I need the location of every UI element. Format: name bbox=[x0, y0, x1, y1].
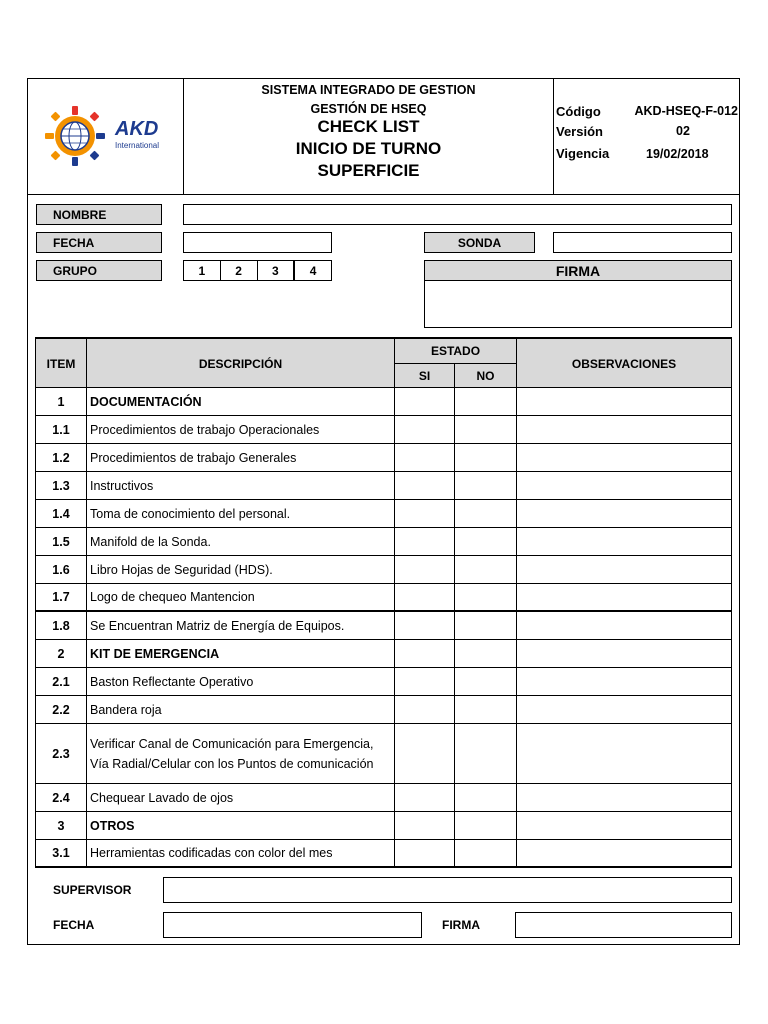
row-si-cell[interactable] bbox=[395, 696, 455, 723]
row-item-number: 2.4 bbox=[36, 784, 87, 811]
no-header: NO bbox=[455, 364, 517, 388]
meta-cell bbox=[554, 78, 740, 194]
row-description: Baston Reflectante Operativo bbox=[87, 668, 395, 695]
row-item-number: 2.2 bbox=[36, 696, 87, 723]
row-observaciones-cell[interactable] bbox=[517, 444, 731, 471]
row-si-cell[interactable] bbox=[395, 612, 455, 639]
table-row bbox=[35, 612, 732, 640]
version-value: 02 bbox=[676, 124, 690, 138]
row-si-cell[interactable] bbox=[395, 784, 455, 811]
si-header: SI bbox=[395, 364, 455, 388]
row-observaciones-cell[interactable] bbox=[517, 388, 731, 415]
vigencia-label: Vigencia bbox=[556, 146, 610, 161]
row-observaciones-cell[interactable] bbox=[517, 416, 731, 443]
footer-firma-field[interactable] bbox=[515, 912, 732, 938]
table-row bbox=[35, 444, 732, 472]
system-title: SISTEMA INTEGRADO DE GESTION bbox=[261, 83, 476, 97]
row-description: Se Encuentran Matriz de Energía de Equipos. bbox=[87, 612, 395, 639]
row-no-cell[interactable] bbox=[455, 640, 517, 667]
nombre-field[interactable] bbox=[183, 204, 732, 225]
table-row bbox=[35, 556, 732, 584]
row-si-cell[interactable] bbox=[395, 416, 455, 443]
logo-subtext: International bbox=[115, 141, 160, 150]
row-observaciones-cell[interactable] bbox=[517, 696, 731, 723]
row-description: Procedimientos de trabajo Generales bbox=[87, 444, 395, 471]
title-cell bbox=[184, 78, 554, 194]
row-item-number: 1.8 bbox=[36, 612, 87, 639]
row-observaciones-cell[interactable] bbox=[517, 668, 731, 695]
firma-box[interactable] bbox=[424, 280, 732, 328]
grupo-option-2[interactable]: 2 bbox=[221, 261, 258, 280]
row-item-number: 1 bbox=[36, 388, 87, 415]
footer-fecha-field[interactable] bbox=[163, 912, 422, 938]
table-row bbox=[35, 472, 732, 500]
row-si-cell[interactable] bbox=[395, 724, 455, 783]
row-no-cell[interactable] bbox=[455, 500, 517, 527]
logo-cell bbox=[27, 78, 184, 194]
row-no-cell[interactable] bbox=[455, 416, 517, 443]
row-description: Logo de chequeo Mantencion bbox=[87, 584, 395, 610]
row-no-cell[interactable] bbox=[455, 388, 517, 415]
row-no-cell[interactable] bbox=[455, 696, 517, 723]
row-no-cell[interactable] bbox=[455, 812, 517, 839]
vigencia-value: 19/02/2018 bbox=[646, 147, 709, 161]
row-si-cell[interactable] bbox=[395, 556, 455, 583]
row-si-cell[interactable] bbox=[395, 812, 455, 839]
row-observaciones-cell[interactable] bbox=[517, 784, 731, 811]
row-si-cell[interactable] bbox=[395, 668, 455, 695]
row-no-cell[interactable] bbox=[455, 840, 517, 866]
row-si-cell[interactable] bbox=[395, 500, 455, 527]
doc-title-line3: SUPERFICIE bbox=[317, 161, 420, 180]
row-item-number: 2.3 bbox=[36, 724, 87, 783]
row-item-number: 1.6 bbox=[36, 556, 87, 583]
table-row bbox=[35, 696, 732, 724]
row-no-cell[interactable] bbox=[455, 668, 517, 695]
table-row bbox=[35, 528, 732, 556]
header bbox=[27, 78, 740, 195]
row-description: Chequear Lavado de ojos bbox=[87, 784, 395, 811]
row-si-cell[interactable] bbox=[395, 528, 455, 555]
doc-title-line1: CHECK LIST bbox=[317, 117, 420, 136]
grupo-option-4[interactable]: 4 bbox=[309, 263, 317, 278]
row-description: Procedimientos de trabajo Operacionales bbox=[87, 416, 395, 443]
sonda-label: SONDA bbox=[424, 232, 535, 253]
row-no-cell[interactable] bbox=[455, 612, 517, 639]
row-description: Manifold de la Sonda. bbox=[87, 528, 395, 555]
grupo-option-3[interactable]: 3 bbox=[258, 261, 296, 280]
row-observaciones-cell[interactable] bbox=[517, 500, 731, 527]
nombre-label: NOMBRE bbox=[36, 204, 162, 225]
row-item-number: 3.1 bbox=[36, 840, 87, 866]
fecha-field[interactable] bbox=[183, 232, 332, 253]
row-item-number: 1.5 bbox=[36, 528, 87, 555]
row-si-cell[interactable] bbox=[395, 584, 455, 610]
row-description: KIT DE EMERGENCIA bbox=[87, 640, 395, 667]
supervisor-label: SUPERVISOR bbox=[53, 883, 132, 897]
row-no-cell[interactable] bbox=[455, 444, 517, 471]
grupo-selector bbox=[183, 260, 332, 281]
row-description: Verificar Canal de Comunicación para Emergencia, Vía Radial/Celular con los Puntos de comunicación bbox=[87, 724, 395, 783]
row-observaciones-cell[interactable] bbox=[517, 840, 731, 866]
row-si-cell[interactable] bbox=[395, 388, 455, 415]
estado-header: ESTADO bbox=[395, 339, 517, 364]
section-row bbox=[35, 388, 732, 416]
row-description: DOCUMENTACIÓN bbox=[87, 388, 395, 415]
table-header bbox=[35, 337, 732, 388]
doc-title-line2: INICIO DE TURNO bbox=[295, 139, 442, 158]
sonda-field[interactable] bbox=[553, 232, 732, 253]
row-no-cell[interactable] bbox=[455, 556, 517, 583]
table-row bbox=[35, 724, 732, 784]
subtitle: GESTIÓN DE HSEQ bbox=[310, 102, 427, 116]
footer-firma-label: FIRMA bbox=[442, 918, 480, 932]
row-no-cell[interactable] bbox=[455, 472, 517, 499]
row-no-cell[interactable] bbox=[455, 584, 517, 610]
row-observaciones-cell[interactable] bbox=[517, 640, 731, 667]
logo-text: AKD bbox=[115, 118, 159, 140]
table-row bbox=[35, 668, 732, 696]
fecha-label: FECHA bbox=[36, 232, 162, 253]
table-row bbox=[35, 500, 732, 528]
obs-header: OBSERVACIONES bbox=[571, 356, 677, 371]
row-observaciones-cell[interactable] bbox=[517, 724, 731, 783]
akd-logo-icon bbox=[43, 104, 107, 168]
row-observaciones-cell[interactable] bbox=[517, 812, 731, 839]
row-description: Libro Hojas de Seguridad (HDS). bbox=[87, 556, 395, 583]
row-observaciones-cell[interactable] bbox=[517, 584, 731, 610]
supervisor-field[interactable] bbox=[163, 877, 732, 903]
row-si-cell[interactable] bbox=[395, 840, 455, 866]
table-row bbox=[35, 840, 732, 868]
row-description: Herramientas codificadas con color del mes bbox=[87, 840, 395, 866]
codigo-label: Código bbox=[556, 104, 601, 119]
codigo-value: AKD-HSEQ-F-012 bbox=[634, 104, 738, 118]
row-item-number: 1.2 bbox=[36, 444, 87, 471]
table-row bbox=[35, 784, 732, 812]
row-observaciones-cell[interactable] bbox=[517, 612, 731, 639]
row-si-cell[interactable] bbox=[395, 472, 455, 499]
row-item-number: 2.1 bbox=[36, 668, 87, 695]
version-label: Versión bbox=[556, 124, 603, 139]
item-header: ITEM bbox=[36, 339, 87, 388]
footer-fecha-label: FECHA bbox=[53, 918, 95, 932]
grupo-option-1[interactable]: 1 bbox=[184, 261, 221, 280]
firma-header: FIRMA bbox=[424, 260, 732, 281]
row-item-number: 1.4 bbox=[36, 500, 87, 527]
row-item-number: 2 bbox=[36, 640, 87, 667]
row-item-number: 1.1 bbox=[36, 416, 87, 443]
row-si-cell[interactable] bbox=[395, 640, 455, 667]
row-description: Toma de conocimiento del personal. bbox=[87, 500, 395, 527]
row-item-number: 1.7 bbox=[36, 584, 87, 610]
row-no-cell[interactable] bbox=[455, 784, 517, 811]
row-description: OTROS bbox=[87, 812, 395, 839]
row-observaciones-cell[interactable] bbox=[517, 556, 731, 583]
row-observaciones-cell[interactable] bbox=[517, 472, 731, 499]
row-item-number: 1.3 bbox=[36, 472, 87, 499]
table-row bbox=[35, 584, 732, 612]
row-no-cell[interactable] bbox=[455, 528, 517, 555]
row-observaciones-cell[interactable] bbox=[517, 528, 731, 555]
desc-header: DESCRIPCIÓN bbox=[87, 339, 395, 388]
row-description: Instructivos bbox=[87, 472, 395, 499]
grupo-label: GRUPO bbox=[36, 260, 162, 281]
row-description: Bandera roja bbox=[87, 696, 395, 723]
row-no-cell[interactable] bbox=[455, 724, 517, 783]
row-item-number: 3 bbox=[36, 812, 87, 839]
table-row bbox=[35, 416, 732, 444]
section-row bbox=[35, 812, 732, 840]
section-row bbox=[35, 640, 732, 668]
row-si-cell[interactable] bbox=[395, 444, 455, 471]
